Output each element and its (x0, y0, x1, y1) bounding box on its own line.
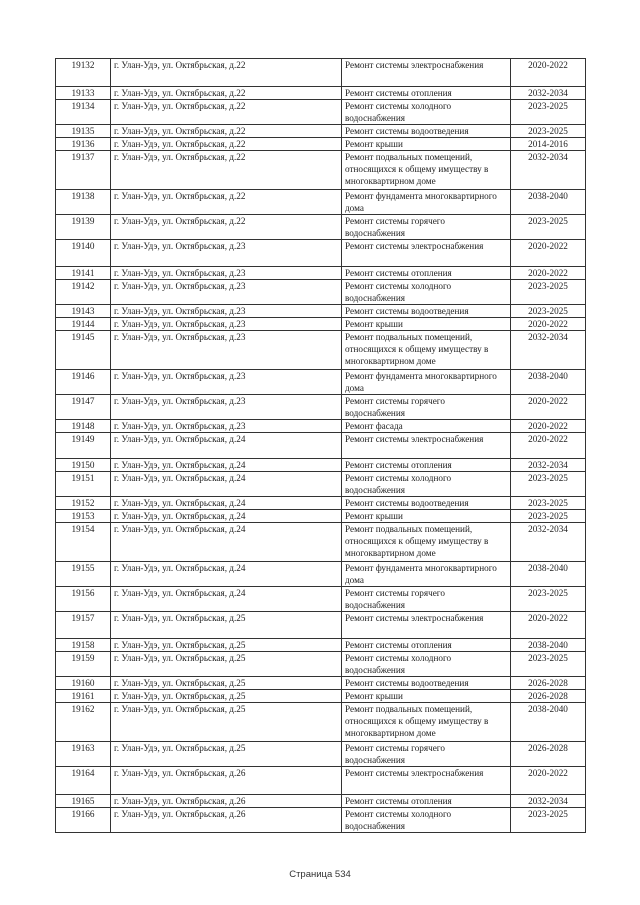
table-row (56, 370, 586, 395)
row-work-type: Ремонт системы водоотведения (342, 125, 511, 138)
row-address: г. Улан-Удэ, ул. Октябрьская, д.22 (111, 215, 342, 240)
row-period: 2020-2022 (511, 612, 586, 639)
row-period: 2032-2034 (511, 459, 586, 472)
row-address: г. Улан-Удэ, ул. Октябрьская, д.22 (111, 100, 342, 125)
row-address: г. Улан-Удэ, ул. Октябрьская, д.24 (111, 523, 342, 562)
row-number: 19160 (56, 677, 111, 690)
table-row (56, 795, 586, 808)
row-work-type: Ремонт системы электроснабжения (342, 240, 511, 267)
row-work-type: Ремонт системы электроснабжения (342, 433, 511, 459)
row-number: 19161 (56, 690, 111, 703)
table-row (56, 420, 586, 433)
row-address: г. Улан-Удэ, ул. Октябрьская, д.23 (111, 420, 342, 433)
table-row (56, 677, 586, 690)
row-address: г. Улан-Удэ, ул. Октябрьская, д.24 (111, 459, 342, 472)
table-row (56, 59, 586, 87)
row-work-type: Ремонт подвальных помещений, относящихся к общему имуществу в многоквартирном доме (342, 331, 511, 370)
row-period: 2020-2022 (511, 395, 586, 420)
row-address: г. Улан-Удэ, ул. Октябрьская, д.25 (111, 677, 342, 690)
row-period: 2020-2022 (511, 59, 586, 87)
row-work-type: Ремонт фасада (342, 420, 511, 433)
table-row (56, 138, 586, 151)
row-period: 2038-2040 (511, 190, 586, 215)
row-number: 19132 (56, 59, 111, 87)
row-address: г. Улан-Удэ, ул. Октябрьская, д.22 (111, 125, 342, 138)
row-period: 2032-2034 (511, 795, 586, 808)
row-number: 19135 (56, 125, 111, 138)
row-number: 19134 (56, 100, 111, 125)
table-row (56, 767, 586, 795)
row-period: 2032-2034 (511, 151, 586, 190)
row-work-type: Ремонт фундамента многоквартирного дома (342, 562, 511, 587)
table-row (56, 280, 586, 305)
row-number: 19164 (56, 767, 111, 795)
row-work-type: Ремонт системы электроснабжения (342, 767, 511, 795)
repair-schedule-table (55, 58, 586, 833)
row-work-type: Ремонт крыши (342, 138, 511, 151)
row-work-type: Ремонт фундамента многоквартирного дома (342, 190, 511, 215)
row-work-type: Ремонт системы отопления (342, 639, 511, 652)
row-work-type: Ремонт системы холодного водоснабжения (342, 100, 511, 125)
row-period: 2023-2025 (511, 125, 586, 138)
row-address: г. Улан-Удэ, ул. Октябрьская, д.24 (111, 510, 342, 523)
row-period: 2023-2025 (511, 510, 586, 523)
row-work-type: Ремонт системы отопления (342, 459, 511, 472)
row-address: г. Улан-Удэ, ул. Октябрьская, д.23 (111, 370, 342, 395)
row-period: 2023-2025 (511, 472, 586, 497)
row-number: 19133 (56, 87, 111, 100)
row-work-type: Ремонт системы горячего водоснабжения (342, 742, 511, 767)
row-work-type: Ремонт системы отопления (342, 267, 511, 280)
row-work-type: Ремонт системы горячего водоснабжения (342, 587, 511, 612)
row-address: г. Улан-Удэ, ул. Октябрьская, д.24 (111, 433, 342, 459)
row-number: 19165 (56, 795, 111, 808)
row-number: 19151 (56, 472, 111, 497)
row-period: 2020-2022 (511, 267, 586, 280)
row-period: 2026-2028 (511, 742, 586, 767)
row-work-type: Ремонт фундамента многоквартирного дома (342, 370, 511, 395)
row-period: 2038-2040 (511, 562, 586, 587)
row-period: 2023-2025 (511, 305, 586, 318)
table-row (56, 808, 586, 833)
row-period: 2038-2040 (511, 370, 586, 395)
row-address: г. Улан-Удэ, ул. Октябрьская, д.26 (111, 767, 342, 795)
row-period: 2023-2025 (511, 497, 586, 510)
table-row (56, 497, 586, 510)
row-number: 19155 (56, 562, 111, 587)
row-address: г. Улан-Удэ, ул. Октябрьская, д.23 (111, 395, 342, 420)
row-number: 19147 (56, 395, 111, 420)
table-row (56, 612, 586, 639)
row-number: 19140 (56, 240, 111, 267)
row-number: 19158 (56, 639, 111, 652)
table-body (56, 59, 586, 833)
table-row (56, 125, 586, 138)
row-period: 2023-2025 (511, 280, 586, 305)
row-address: г. Улан-Удэ, ул. Октябрьская, д.23 (111, 331, 342, 370)
table-row (56, 267, 586, 280)
row-number: 19159 (56, 652, 111, 677)
row-address: г. Улан-Удэ, ул. Октябрьская, д.22 (111, 87, 342, 100)
row-number: 19149 (56, 433, 111, 459)
row-address: г. Улан-Удэ, ул. Октябрьская, д.23 (111, 267, 342, 280)
row-number: 19156 (56, 587, 111, 612)
table-row (56, 639, 586, 652)
row-period: 2038-2040 (511, 703, 586, 742)
row-address: г. Улан-Удэ, ул. Октябрьская, д.25 (111, 742, 342, 767)
table-row (56, 523, 586, 562)
row-work-type: Ремонт системы холодного водоснабжения (342, 472, 511, 497)
row-number: 19166 (56, 808, 111, 833)
table-row (56, 562, 586, 587)
table-row (56, 742, 586, 767)
row-period: 2020-2022 (511, 318, 586, 331)
row-work-type: Ремонт системы водоотведения (342, 305, 511, 318)
row-address: г. Улан-Удэ, ул. Октябрьская, д.24 (111, 472, 342, 497)
row-address: г. Улан-Удэ, ул. Октябрьская, д.26 (111, 808, 342, 833)
row-number: 19153 (56, 510, 111, 523)
table-row (56, 100, 586, 125)
row-number: 19163 (56, 742, 111, 767)
row-period: 2023-2025 (511, 215, 586, 240)
row-work-type: Ремонт системы холодного водоснабжения (342, 652, 511, 677)
row-address: г. Улан-Удэ, ул. Октябрьская, д.23 (111, 280, 342, 305)
page-footer: Страница 534 (289, 869, 351, 880)
row-address: г. Улан-Удэ, ул. Октябрьская, д.23 (111, 240, 342, 267)
row-address: г. Улан-Удэ, ул. Октябрьская, д.26 (111, 795, 342, 808)
row-period: 2032-2034 (511, 523, 586, 562)
table-row (56, 395, 586, 420)
row-period: 2023-2025 (511, 587, 586, 612)
row-work-type: Ремонт системы горячего водоснабжения (342, 395, 511, 420)
table-row (56, 331, 586, 370)
row-period: 2032-2034 (511, 331, 586, 370)
table-row (56, 151, 586, 190)
row-number: 19162 (56, 703, 111, 742)
row-work-type: Ремонт подвальных помещений, относящихся к общему имуществу в многоквартирном доме (342, 523, 511, 562)
row-work-type: Ремонт крыши (342, 510, 511, 523)
row-address: г. Улан-Удэ, ул. Октябрьская, д.23 (111, 305, 342, 318)
table-row (56, 87, 586, 100)
row-work-type: Ремонт крыши (342, 318, 511, 331)
row-address: г. Улан-Удэ, ул. Октябрьская, д.23 (111, 318, 342, 331)
row-address: г. Улан-Удэ, ул. Октябрьская, д.24 (111, 562, 342, 587)
row-period: 2014-2016 (511, 138, 586, 151)
row-work-type: Ремонт подвальных помещений, относящихся к общему имуществу в многоквартирном доме (342, 151, 511, 190)
row-period: 2020-2022 (511, 240, 586, 267)
table-row (56, 652, 586, 677)
table-row (56, 305, 586, 318)
table-row (56, 240, 586, 267)
row-address: г. Улан-Удэ, ул. Октябрьская, д.25 (111, 639, 342, 652)
row-number: 19146 (56, 370, 111, 395)
row-address: г. Улан-Удэ, ул. Октябрьская, д.25 (111, 612, 342, 639)
row-number: 19157 (56, 612, 111, 639)
row-number: 19138 (56, 190, 111, 215)
row-number: 19143 (56, 305, 111, 318)
row-number: 19137 (56, 151, 111, 190)
row-number: 19142 (56, 280, 111, 305)
row-work-type: Ремонт крыши (342, 690, 511, 703)
row-work-type: Ремонт системы холодного водоснабжения (342, 280, 511, 305)
table-row (56, 690, 586, 703)
row-work-type: Ремонт системы отопления (342, 795, 511, 808)
row-work-type: Ремонт системы водоотведения (342, 677, 511, 690)
row-address: г. Улан-Удэ, ул. Октябрьская, д.22 (111, 190, 342, 215)
row-work-type: Ремонт подвальных помещений, относящихся к общему имуществу в многоквартирном доме (342, 703, 511, 742)
row-work-type: Ремонт системы электроснабжения (342, 612, 511, 639)
row-period: 2038-2040 (511, 639, 586, 652)
row-work-type: Ремонт системы электроснабжения (342, 59, 511, 87)
table-row (56, 703, 586, 742)
row-address: г. Улан-Удэ, ул. Октябрьская, д.24 (111, 587, 342, 612)
row-number: 19144 (56, 318, 111, 331)
row-period: 2026-2028 (511, 690, 586, 703)
table-row (56, 318, 586, 331)
row-period: 2020-2022 (511, 420, 586, 433)
row-number: 19154 (56, 523, 111, 562)
table-row (56, 190, 586, 215)
table-row (56, 433, 586, 459)
row-number: 19148 (56, 420, 111, 433)
row-period: 2023-2025 (511, 808, 586, 833)
table-row (56, 587, 586, 612)
row-period: 2023-2025 (511, 100, 586, 125)
row-work-type: Ремонт системы горячего водоснабжения (342, 215, 511, 240)
row-period: 2026-2028 (511, 677, 586, 690)
table-row (56, 472, 586, 497)
row-address: г. Улан-Удэ, ул. Октябрьская, д.22 (111, 59, 342, 87)
row-number: 19139 (56, 215, 111, 240)
row-period: 2023-2025 (511, 652, 586, 677)
table-row (56, 215, 586, 240)
row-work-type: Ремонт системы отопления (342, 87, 511, 100)
row-number: 19145 (56, 331, 111, 370)
row-period: 2032-2034 (511, 87, 586, 100)
row-address: г. Улан-Удэ, ул. Октябрьская, д.22 (111, 151, 342, 190)
row-address: г. Улан-Удэ, ул. Октябрьская, д.22 (111, 138, 342, 151)
row-address: г. Улан-Удэ, ул. Октябрьская, д.25 (111, 703, 342, 742)
row-number: 19136 (56, 138, 111, 151)
row-address: г. Улан-Удэ, ул. Октябрьская, д.25 (111, 690, 342, 703)
row-period: 2020-2022 (511, 767, 586, 795)
row-work-type: Ремонт системы холодного водоснабжения (342, 808, 511, 833)
row-number: 19141 (56, 267, 111, 280)
row-work-type: Ремонт системы водоотведения (342, 497, 511, 510)
table-row (56, 459, 586, 472)
table-row (56, 510, 586, 523)
row-address: г. Улан-Удэ, ул. Октябрьская, д.25 (111, 652, 342, 677)
row-number: 19150 (56, 459, 111, 472)
row-address: г. Улан-Удэ, ул. Октябрьская, д.24 (111, 497, 342, 510)
row-number: 19152 (56, 497, 111, 510)
row-period: 2020-2022 (511, 433, 586, 459)
